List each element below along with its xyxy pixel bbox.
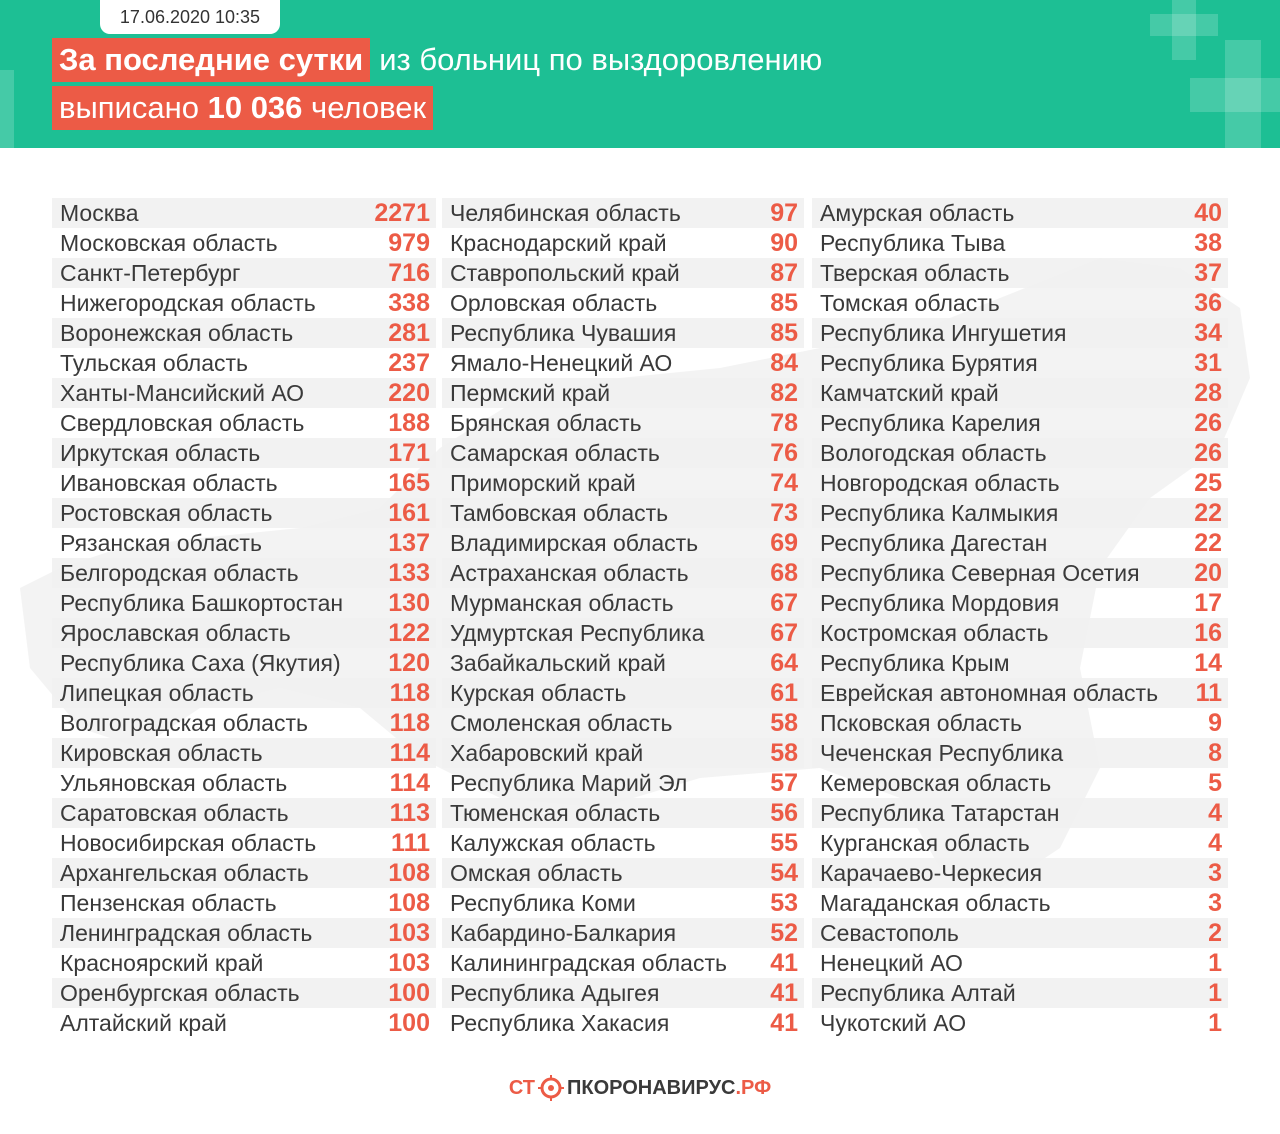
region-name: Челябинская область	[450, 199, 681, 226]
region-discharged-count: 118	[389, 678, 430, 707]
region-name: Республика Башкортостан	[60, 589, 344, 616]
region-discharged-count: 85	[770, 288, 798, 317]
region-name: Ростовская область	[60, 499, 273, 526]
region-discharged-count: 64	[770, 648, 798, 677]
region-name: Москва	[60, 199, 139, 226]
region-row	[52, 798, 436, 828]
region-name: Республика Мордовия	[820, 589, 1060, 616]
region-name: Томская область	[820, 289, 1000, 316]
region-name: Республика Адыгея	[450, 979, 660, 1006]
region-row	[812, 288, 1228, 318]
region-discharged-count: 113	[389, 798, 430, 827]
region-discharged-count: 237	[388, 348, 430, 377]
region-row	[442, 558, 804, 588]
region-name: Алтайский край	[60, 1009, 227, 1036]
region-row	[442, 828, 804, 858]
region-name: Смоленская область	[450, 709, 673, 736]
region-row	[812, 648, 1228, 678]
regions-column-1	[52, 198, 436, 1038]
region-name: Калужская область	[450, 829, 656, 856]
region-name: Ханты-Мансийский АО	[60, 379, 305, 406]
region-name: Архангельская область	[60, 859, 309, 886]
region-row	[812, 378, 1228, 408]
region-row	[812, 1008, 1228, 1038]
region-discharged-count: 58	[770, 738, 798, 767]
region-discharged-count: 40	[1194, 198, 1222, 227]
region-name: Кировская область	[60, 739, 263, 766]
region-name: Республика Бурятия	[820, 349, 1038, 376]
region-name: Московская область	[60, 229, 278, 256]
region-discharged-count: 61	[770, 678, 798, 707]
region-row	[52, 528, 436, 558]
discharged-total	[52, 86, 433, 130]
region-row	[442, 888, 804, 918]
region-name: Калининградская область	[450, 949, 727, 976]
region-name: Республика Хакасия	[450, 1009, 670, 1036]
region-discharged-count: 90	[770, 228, 798, 257]
logo-text-part3: .РФ	[735, 1076, 772, 1099]
region-row	[52, 768, 436, 798]
region-discharged-count: 25	[1194, 468, 1222, 497]
region-name: Воронежская область	[60, 319, 294, 346]
region-name: Республика Дагестан	[820, 529, 1048, 556]
region-discharged-count: 1	[1208, 1008, 1222, 1037]
region-row	[442, 348, 804, 378]
region-name: Чеченская Республика	[820, 739, 1064, 766]
region-row	[442, 1008, 804, 1038]
region-discharged-count: 22	[1194, 498, 1222, 527]
region-row	[812, 258, 1228, 288]
region-discharged-count: 114	[389, 768, 430, 797]
region-row	[52, 378, 436, 408]
region-discharged-count: 338	[388, 288, 430, 317]
region-discharged-count: 108	[388, 858, 430, 887]
region-row	[812, 918, 1228, 948]
region-row	[52, 738, 436, 768]
region-name: Тульская область	[60, 349, 249, 376]
region-discharged-count: 14	[1194, 648, 1222, 677]
region-row	[442, 498, 804, 528]
region-name: Владимирская область	[450, 529, 699, 556]
region-discharged-count: 55	[770, 828, 798, 857]
region-discharged-count: 56	[770, 798, 798, 827]
region-name: Республика Саха (Якутия)	[60, 649, 341, 676]
region-name: Ульяновская область	[60, 769, 288, 796]
headline-line-2	[52, 86, 433, 130]
region-discharged-count: 85	[770, 318, 798, 347]
region-row	[52, 228, 436, 258]
region-row	[442, 708, 804, 738]
region-name: Приморский край	[450, 469, 636, 496]
region-name: Мурманская область	[450, 589, 674, 616]
region-row	[812, 618, 1228, 648]
region-discharged-count: 20	[1194, 558, 1222, 587]
region-name: Астраханская область	[450, 559, 689, 586]
region-row	[442, 918, 804, 948]
region-name: Республика Коми	[450, 889, 636, 916]
region-name: Тамбовская область	[450, 499, 669, 526]
region-discharged-count: 84	[770, 348, 798, 377]
region-row	[812, 228, 1228, 258]
region-name: Республика Крым	[820, 649, 1010, 676]
region-row	[52, 558, 436, 588]
region-row	[442, 618, 804, 648]
headline-line-1	[52, 38, 822, 82]
region-name: Санкт-Петербург	[60, 259, 241, 286]
logo-text-part1: СТ	[508, 1076, 536, 1099]
region-name: Саратовская область	[60, 799, 289, 826]
region-row	[52, 858, 436, 888]
region-discharged-count: 41	[770, 978, 798, 1007]
region-row	[812, 438, 1228, 468]
region-row	[52, 918, 436, 948]
region-discharged-count: 1	[1208, 948, 1222, 977]
region-name: Республика Северная Осетия	[820, 559, 1140, 586]
region-discharged-count: 2271	[374, 198, 430, 227]
region-name: Чукотский АО	[820, 1009, 967, 1036]
region-discharged-count: 73	[770, 498, 798, 527]
region-row	[812, 198, 1228, 228]
region-discharged-count: 26	[1194, 438, 1222, 467]
region-name: Курганская область	[820, 829, 1030, 856]
region-name: Волгоградская область	[60, 709, 308, 736]
region-name: Иркутская область	[60, 439, 261, 466]
region-discharged-count: 69	[770, 528, 798, 557]
region-row	[812, 558, 1228, 588]
region-name: Камчатский край	[820, 379, 999, 406]
region-name: Ярославская область	[60, 619, 291, 646]
region-row	[52, 348, 436, 378]
region-discharged-count: 3	[1208, 858, 1222, 887]
region-name: Липецкая область	[60, 679, 254, 706]
region-row	[442, 198, 804, 228]
region-discharged-count: 31	[1194, 348, 1222, 377]
region-row	[812, 528, 1228, 558]
region-discharged-count: 108	[388, 888, 430, 917]
region-name: Республика Тыва	[820, 229, 1006, 256]
regions-column-3	[812, 198, 1228, 1038]
region-discharged-count: 2	[1208, 918, 1222, 947]
region-row	[52, 1008, 436, 1038]
region-row	[442, 528, 804, 558]
region-discharged-count: 220	[388, 378, 430, 407]
region-name: Омская область	[450, 859, 623, 886]
region-discharged-count: 34	[1194, 318, 1222, 347]
region-row	[812, 768, 1228, 798]
region-name: Кемеровская область	[820, 769, 1052, 796]
region-discharged-count: 9	[1208, 708, 1222, 737]
logo-text-part2: ПКОРОНАВИРУС	[567, 1076, 736, 1099]
region-row	[52, 438, 436, 468]
region-row	[442, 588, 804, 618]
region-discharged-count: 26	[1194, 408, 1222, 437]
region-name: Курская область	[450, 679, 627, 706]
region-name: Карачаево-Черкесия	[820, 859, 1043, 886]
region-discharged-count: 100	[388, 978, 430, 1007]
region-name: Ленинградская область	[60, 919, 313, 946]
discharged-number: 10 036	[207, 90, 303, 125]
region-name: Республика Ингушетия	[820, 319, 1067, 346]
region-name: Вологодская область	[820, 439, 1047, 466]
region-name: Кабардино-Балкария	[450, 919, 677, 946]
region-discharged-count: 5	[1208, 768, 1222, 797]
region-discharged-count: 716	[388, 258, 430, 287]
region-discharged-count: 122	[388, 618, 430, 647]
region-row	[52, 828, 436, 858]
plus-decoration	[0, 70, 14, 148]
stopcoronavirus-logo	[0, 1070, 1280, 1106]
region-row	[52, 888, 436, 918]
region-row	[812, 498, 1228, 528]
region-discharged-count: 58	[770, 708, 798, 737]
region-row	[442, 978, 804, 1008]
region-discharged-count: 52	[770, 918, 798, 947]
region-name: Республика Карелия	[820, 409, 1041, 436]
region-name: Хабаровский край	[450, 739, 644, 766]
region-row	[442, 798, 804, 828]
region-name: Севастополь	[820, 919, 959, 946]
region-discharged-count: 281	[388, 318, 430, 347]
region-row	[442, 858, 804, 888]
region-discharged-count: 137	[388, 528, 430, 557]
region-row	[442, 648, 804, 678]
region-row	[812, 858, 1228, 888]
region-row	[52, 978, 436, 1008]
region-name: Удмуртская Республика	[450, 619, 705, 646]
region-discharged-count: 67	[770, 618, 798, 647]
region-name: Еврейская автономная область	[820, 679, 1159, 706]
region-name: Свердловская область	[60, 409, 305, 436]
region-row	[812, 738, 1228, 768]
region-discharged-count: 76	[770, 438, 798, 467]
region-discharged-count: 68	[770, 558, 798, 587]
region-discharged-count: 103	[388, 918, 430, 947]
region-row	[52, 678, 436, 708]
region-name: Новгородская область	[820, 469, 1060, 496]
region-name: Белгородская область	[60, 559, 299, 586]
region-discharged-count: 17	[1194, 588, 1222, 617]
region-row	[442, 738, 804, 768]
discharged-suffix: человек	[311, 90, 427, 125]
region-discharged-count: 120	[388, 648, 430, 677]
region-discharged-count: 22	[1194, 528, 1222, 557]
region-discharged-count: 979	[388, 228, 430, 257]
plus-decoration	[1150, 14, 1218, 36]
region-row	[52, 588, 436, 618]
region-name: Орловская область	[450, 289, 658, 316]
region-discharged-count: 74	[770, 468, 798, 497]
region-row	[812, 468, 1228, 498]
region-row	[812, 678, 1228, 708]
region-name: Красноярский край	[60, 949, 264, 976]
region-discharged-count: 118	[389, 708, 430, 737]
region-discharged-count: 114	[389, 738, 430, 767]
region-name: Республика Чувашия	[450, 319, 677, 346]
region-discharged-count: 161	[388, 498, 430, 527]
region-name: Республика Марий Эл	[450, 769, 688, 796]
region-row	[442, 408, 804, 438]
region-row	[812, 948, 1228, 978]
region-row	[442, 438, 804, 468]
region-name: Республика Алтай	[820, 979, 1016, 1006]
plus-decoration	[1190, 78, 1280, 112]
region-row	[812, 408, 1228, 438]
region-discharged-count: 82	[770, 378, 798, 407]
region-discharged-count: 111	[391, 828, 430, 857]
region-name: Амурская область	[820, 199, 1015, 226]
region-discharged-count: 4	[1208, 828, 1222, 857]
region-row	[442, 678, 804, 708]
region-name: Брянская область	[450, 409, 642, 436]
region-discharged-count: 4	[1208, 798, 1222, 827]
region-name: Ненецкий АО	[820, 949, 963, 976]
region-discharged-count: 97	[770, 198, 798, 227]
region-discharged-count: 100	[388, 1008, 430, 1037]
region-name: Костромская область	[820, 619, 1049, 646]
region-row	[442, 948, 804, 978]
region-name: Ставропольский край	[450, 259, 680, 286]
region-discharged-count: 8	[1208, 738, 1222, 767]
region-row	[52, 198, 436, 228]
region-row	[52, 468, 436, 498]
region-name: Ивановская область	[60, 469, 278, 496]
region-row	[52, 618, 436, 648]
region-row	[442, 288, 804, 318]
region-discharged-count: 165	[388, 468, 430, 497]
discharged-prefix: выписано	[59, 90, 199, 125]
region-discharged-count: 16	[1194, 618, 1222, 647]
region-discharged-count: 38	[1194, 228, 1222, 257]
region-discharged-count: 188	[388, 408, 430, 437]
region-row	[442, 258, 804, 288]
region-row	[52, 648, 436, 678]
region-discharged-count: 103	[388, 948, 430, 977]
region-row	[442, 228, 804, 258]
region-name: Республика Калмыкия	[820, 499, 1059, 526]
region-discharged-count: 171	[388, 438, 430, 467]
region-name: Забайкальский край	[450, 649, 666, 676]
region-row	[812, 588, 1228, 618]
region-row	[812, 828, 1228, 858]
date-badge: 17.06.2020 10:35	[100, 0, 280, 34]
region-row	[812, 348, 1228, 378]
region-name: Нижегородская область	[60, 289, 316, 316]
region-discharged-count: 36	[1194, 288, 1222, 317]
region-discharged-count: 1	[1208, 978, 1222, 1007]
regions-column-2	[442, 198, 804, 1038]
region-row	[812, 978, 1228, 1008]
region-row	[812, 798, 1228, 828]
region-name: Пензенская область	[60, 889, 277, 916]
region-row	[442, 768, 804, 798]
region-name: Псковская область	[820, 709, 1022, 736]
region-discharged-count: 11	[1195, 678, 1222, 707]
region-discharged-count: 133	[388, 558, 430, 587]
region-name: Магаданская область	[820, 889, 1051, 916]
region-discharged-count: 3	[1208, 888, 1222, 917]
region-name: Оренбургская область	[60, 979, 300, 1006]
header-banner	[0, 0, 1280, 148]
region-discharged-count: 28	[1194, 378, 1222, 407]
region-name: Ямало-Ненецкий АО	[450, 349, 673, 376]
region-row	[52, 498, 436, 528]
region-name: Краснодарский край	[450, 229, 667, 256]
region-name: Новосибирская область	[60, 829, 317, 856]
region-discharged-count: 54	[770, 858, 798, 887]
region-name: Тюменская область	[450, 799, 661, 826]
region-row	[52, 408, 436, 438]
region-discharged-count: 37	[1194, 258, 1222, 287]
region-row	[52, 708, 436, 738]
region-row	[812, 888, 1228, 918]
headline-highlight: За последние сутки	[52, 38, 370, 82]
region-row	[812, 318, 1228, 348]
region-discharged-count: 41	[770, 1008, 798, 1037]
region-row	[812, 708, 1228, 738]
region-name: Республика Татарстан	[820, 799, 1060, 826]
region-row	[52, 318, 436, 348]
region-row	[52, 948, 436, 978]
region-row	[442, 378, 804, 408]
region-discharged-count: 78	[770, 408, 798, 437]
region-row	[442, 318, 804, 348]
virus-icon	[537, 1074, 565, 1102]
region-discharged-count: 67	[770, 588, 798, 617]
region-row	[442, 468, 804, 498]
region-discharged-count: 41	[770, 948, 798, 977]
region-name: Тверская область	[820, 259, 1010, 286]
region-discharged-count: 87	[770, 258, 798, 287]
region-name: Пермский край	[450, 379, 611, 406]
region-name: Самарская область	[450, 439, 660, 466]
headline-rest: из больниц по выздоровлению	[379, 42, 823, 77]
region-name: Рязанская область	[60, 529, 262, 556]
region-row	[52, 288, 436, 318]
region-row	[52, 258, 436, 288]
region-discharged-count: 130	[388, 588, 430, 617]
region-discharged-count: 57	[770, 768, 798, 797]
region-discharged-count: 53	[770, 888, 798, 917]
